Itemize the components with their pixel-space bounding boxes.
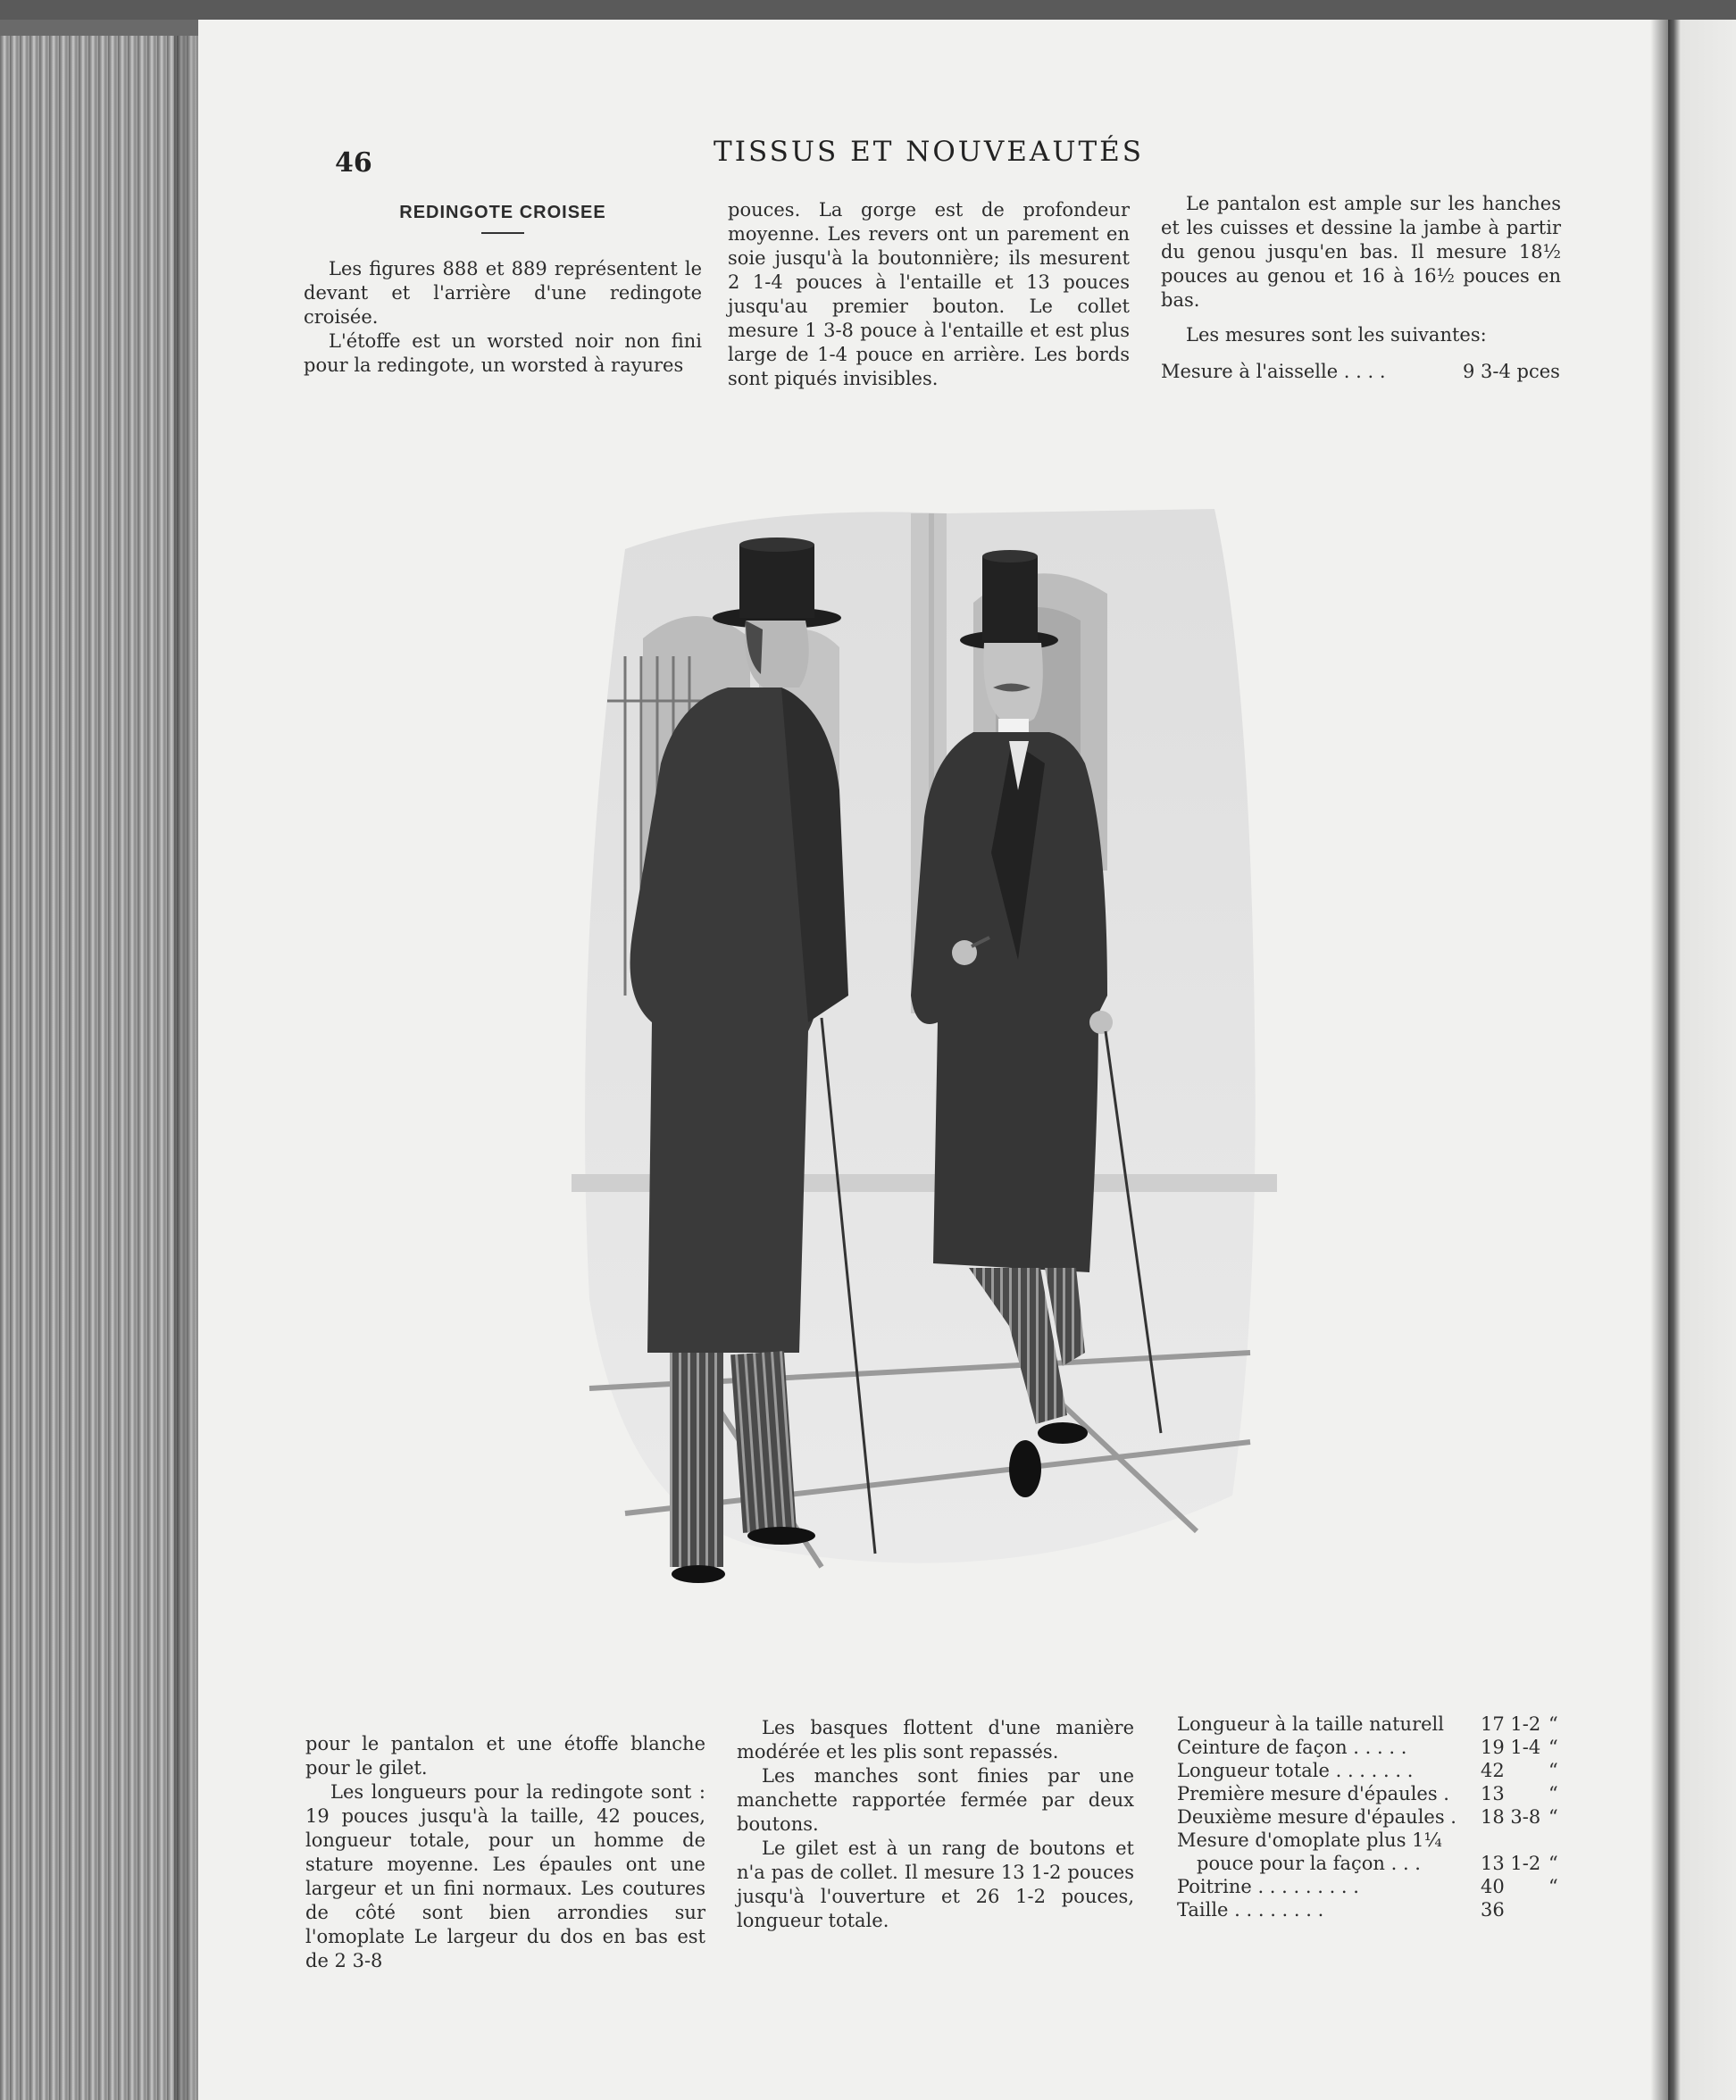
heading-rule — [481, 232, 524, 234]
paragraph: Les basques flottent d'une manière modérée et les plis sont repassés. — [737, 1717, 1134, 1762]
measure-label: pouce pour la façon . . . — [1197, 1853, 1421, 1874]
measure-label: Taille . . . . . . . . — [1177, 1899, 1324, 1921]
paragraph: Le pantalon est ample sur les hanches et les cuisses et dessine la jambe à partir du genou jusqu'en bas. Il mesure 18½ pouces au genou et 16 à 16½ pouces en bas. — [1161, 193, 1561, 311]
measure-label: Mesure d'omoplate plus 1¼ — [1177, 1829, 1442, 1851]
measure-unit: “ — [1548, 1783, 1558, 1804]
page-number: 46 — [335, 147, 372, 179]
measure-unit: “ — [1548, 1760, 1558, 1781]
measure-row — [1177, 1759, 1570, 1782]
column-2-top — [728, 198, 1130, 391]
measure-row — [1177, 1712, 1570, 1736]
book-gutter — [1650, 20, 1668, 2100]
column-2-bottom — [737, 1716, 1134, 1933]
column-1-bottom — [305, 1732, 705, 1973]
paragraph: L'étoffe est un worsted noir non fini pour la redingote, un worsted à rayures — [304, 330, 702, 376]
column-3-top — [1161, 192, 1561, 383]
fashion-illustration — [572, 496, 1277, 1607]
book-top-edge — [0, 0, 1736, 20]
page-stack-shadow — [174, 36, 201, 2100]
measure-row — [1177, 1875, 1570, 1898]
facing-page-edge — [1668, 20, 1736, 2100]
measure-label: Poitrine . . . . . . . . . — [1177, 1876, 1359, 1897]
measure-label: Deuxième mesure d'épaules . — [1177, 1806, 1456, 1828]
measure-label: Première mesure d'épaules . — [1177, 1783, 1449, 1804]
section-heading: REDINGOTE CROISEE — [399, 203, 606, 222]
measure-row — [1161, 360, 1561, 383]
measure-label: Mesure à l'aisselle . . . . — [1161, 361, 1386, 382]
measure-row — [1177, 1736, 1570, 1759]
measure-value: 40 — [1481, 1876, 1505, 1897]
measure-unit: “ — [1548, 1806, 1558, 1828]
measure-row — [1177, 1852, 1570, 1875]
measure-value: 13 1-2 — [1481, 1853, 1541, 1874]
measure-row — [1177, 1782, 1570, 1805]
paragraph: Les longueurs pour la redingote sont : 19 pouces jusqu'à la taille, 42 pouces, longueur totale, pour un homme de stature moyenne. Les épaules ont une largeur et un fini normaux. Les coutures de côté sont bien arrondies sur l'omoplate Le largeur du dos en bas est de 2 3-8 — [305, 1781, 705, 1971]
book-page-stack — [0, 36, 201, 2100]
paragraph: pouces. La gorge est de profondeur moyenne. Les revers ont un parement en soie jusqu'à la boutonnière; ils mesurent 2 1-4 pouces à l'entaille et 13 pouces jusqu'au premier bouton. Le collet mesure 1 3-8 pouce à l'entaille et est plus large de 1-4 pouce en arrière. Les bords sont piqués invisibles. — [728, 199, 1130, 389]
measure-value: 17 1-2 — [1481, 1713, 1541, 1735]
measure-value: 13 — [1481, 1783, 1505, 1804]
measure-value: 18 3-8 — [1481, 1806, 1541, 1828]
measure-unit: “ — [1548, 1737, 1558, 1758]
paragraph: Les manches sont finies par une manchette rapportée fermée par deux boutons. — [737, 1765, 1134, 1835]
measure-label: Longueur à la taille naturell — [1177, 1713, 1444, 1735]
measure-row — [1177, 1805, 1570, 1829]
measure-row — [1177, 1829, 1570, 1852]
measure-unit: “ — [1548, 1853, 1558, 1874]
measure-unit: “ — [1548, 1876, 1558, 1897]
measure-value: 9 3-4 pces — [1463, 361, 1560, 382]
two-men-in-frock-coats-figure — [572, 496, 1277, 1607]
measure-label: Ceinture de façon . . . . . — [1177, 1737, 1407, 1758]
column-1-top — [304, 201, 702, 378]
paragraph: Les mesures sont les suivantes: — [1186, 324, 1487, 346]
paragraph: Les figures 888 et 889 représentent le devant et l'arrière d'une redingote croisée. — [304, 258, 702, 328]
measure-value: 19 1-4 — [1481, 1737, 1541, 1758]
paragraph: Le gilet est à un rang de boutons et n'a pas de collet. Il mesure 13 1-2 pouces jusqu'à l'ouverture et 26 1-2 pouces, longueur totale. — [737, 1838, 1134, 1931]
running-title: TISSUS ET NOUVEAUTÉS — [714, 136, 1144, 168]
measure-unit: “ — [1548, 1713, 1558, 1735]
measure-row — [1177, 1898, 1570, 1921]
measurements-table — [1177, 1712, 1570, 1921]
measure-label: Longueur totale . . . . . . . — [1177, 1760, 1414, 1781]
paragraph: pour le pantalon et une étoffe blanche pour le gilet. — [305, 1733, 705, 1779]
measure-value: 36 — [1481, 1899, 1505, 1921]
measure-value: 42 — [1481, 1760, 1505, 1781]
